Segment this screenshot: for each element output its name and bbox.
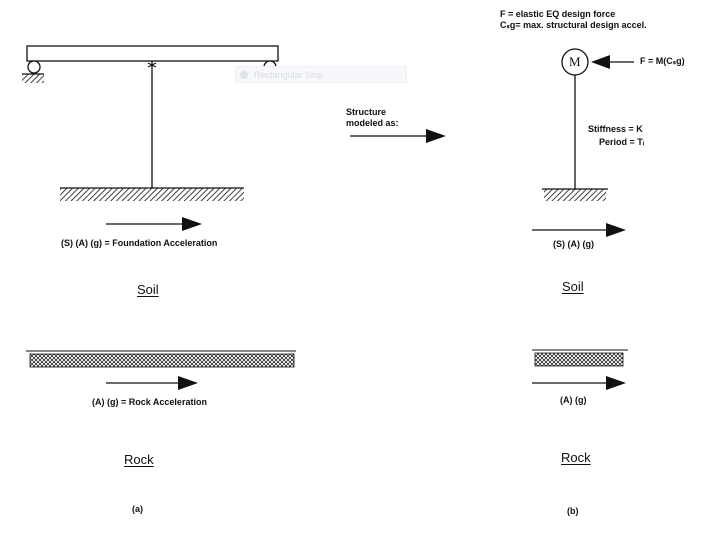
rock-label-b: Rock: [561, 450, 591, 465]
rock-label-a: Rock: [124, 452, 154, 467]
legend-force-definition: F = elastic EQ design force: [500, 9, 616, 19]
soil-label-a: Soil: [137, 282, 159, 297]
sdof-ground-hatch: [544, 189, 606, 201]
left-support-ground: [22, 74, 44, 83]
rock-layer-a: [26, 351, 296, 367]
soil-label-b: Soil: [562, 279, 584, 294]
modeled-as-line2: modeled as:: [346, 118, 399, 128]
rock-accel-arrow-a: [106, 376, 198, 390]
watermark-text: Rectangular Snip: [254, 70, 324, 80]
foundation-accel-arrow-b: [532, 223, 626, 237]
foundation-accel-label-a: (S) (A) (g) = Foundation Acceleration: [61, 238, 218, 248]
left-roller-support: [28, 61, 40, 73]
bridge-beam: [27, 46, 278, 61]
modeled-as-line1: Structure: [346, 107, 387, 117]
caption-b: (b): [567, 506, 579, 516]
snip-icon: [240, 71, 248, 79]
rock-layer-b: [532, 350, 628, 366]
rock-accel-arrow-b: [532, 376, 626, 390]
period-label: Period = Tᵢ: [599, 137, 645, 147]
modeled-as-arrow: [350, 129, 446, 143]
foundation-accel-arrow-a: [106, 217, 202, 231]
caption-a: (a): [132, 504, 143, 514]
rock-accel-label-b: (A) (g): [560, 395, 587, 405]
foundation-ground-hatch: [60, 188, 244, 201]
foundation-accel-label-b: (S) (A) (g): [553, 239, 594, 249]
rock-accel-label-a: (A) (g) = Rock Acceleration: [92, 397, 207, 407]
stiffness-label: Stiffness = K: [588, 124, 643, 134]
force-arrow: [591, 55, 634, 69]
snip-tool-watermark: [235, 66, 407, 83]
mass-symbol: M: [569, 54, 581, 69]
force-equation-label: F = M(Cₛg): [640, 56, 685, 66]
legend-accel-definition: Cₛg= max. structural design accel.: [500, 20, 647, 30]
